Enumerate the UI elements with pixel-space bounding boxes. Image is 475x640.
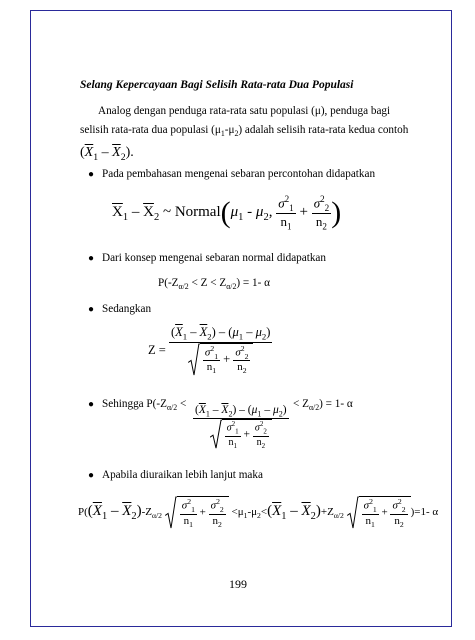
alpha-half-6: α/2 (333, 511, 344, 521)
bullet-2-text: Dari konsep mengenai sebaran normal didapatkan (102, 252, 326, 264)
normal-word: Normal (174, 204, 221, 221)
sampling-distribution-formula: $\overline{X}_1 - \overline{X}_2$ ~ $Normal(\mu_1 - \mu_2$, $\frac{\sigma^2_1}{n_1}$ + $\frac{\sigma^2_2}{n_2}$ ) (112, 194, 342, 232)
bullet-4-text: Sehingga P(-Z (102, 398, 167, 410)
prob-part-3: ) = 1- α (236, 277, 271, 289)
alpha-half-2: α/2 (226, 282, 237, 292)
ci-lt: < (260, 506, 268, 519)
alpha-half-5: α/2 (152, 511, 163, 521)
alpha-half-4: α/2 (308, 403, 320, 413)
page-number: 199 (229, 577, 247, 591)
bullet-4-part-3: ) = 1- α (319, 398, 353, 410)
bullet-1: ● Pada pembahasan mengenai sebaran percontohan didapatkan (88, 168, 376, 180)
intro-line-2: selisih rata-rata dua populasi (μ (80, 124, 221, 136)
intro-line-2c: ) adalah selisih rata-rata kedua contoh (238, 124, 409, 136)
alpha-half-3: α/2 (166, 403, 178, 413)
ci-mu1: <μ (231, 506, 244, 519)
ci-close: )=1- α (410, 506, 439, 519)
bullet-3: ● Sedangkan (88, 303, 152, 315)
section-heading: Selang Kepercayaan Bagi Selisih Rata-rata Dua Populasi (80, 79, 354, 91)
intro-paragraph: Analog dengan penduga rata-rata satu populasi (μ), penduga bagi selisih rata-rata dua populasi $(\mu_1-\mu_2)$ adalah selisih rata-rata kedua contoh $(\overline{X}_1 - \overline{X}_2)$. (80, 102, 410, 167)
bullet-4-part-2: < Z (293, 398, 309, 410)
bullet-5-text: Apabila diuraikan lebih lanjut maka (102, 469, 263, 481)
intro-line-2b: -μ (224, 124, 235, 136)
z-formula: Z = $(\overline{X}_1 - \overline{X}_2) - (\mu_1 - \mu_2)$ $\frac{\sigma^2_1}{n_1}$ + $\frac{\sigma^2_2}{n_2}$ (148, 325, 271, 376)
bullet-3-text: Sedangkan (102, 303, 152, 315)
z-equals: Z = (148, 342, 166, 357)
ci-mu2: -μ (247, 506, 258, 519)
confidence-interval-formula: $P((\overline{X}_1 - \overline{X}_2)-Z_{\alpha/2}$ $\frac{\sigma^2_1}{n_1}$ + $\frac{\sigma^2_2}{n_2}$ $<\mu_1-\mu_2<(\overline{X}_1 - \overline{X}_2)+Z_{\alpha/2}$ $\frac{\sigma^2_1}{n_1}$ + $\frac{\sigma^2_2}{n_2}$ )=1- α (78, 497, 439, 530)
probability-formula (158, 277, 270, 291)
bullet-2: ● Dari konsep mengenai sebaran normal didapatkan (88, 252, 326, 264)
ci-open: P( (78, 506, 88, 519)
alpha-half-1: α/2 (178, 282, 189, 292)
bullet-4: ● Sehingga $P(-Z_{\alpha/2}$ < (88, 398, 187, 413)
prob-part-2: < Z < Z (191, 277, 227, 289)
z-fraction-inline: $(\overline{X}_1 - \overline{X}_2) - (\mu_1 - \mu_2)$ $\frac{\sigma^2_1}{n_1}$ + $\frac{\sigma^2_2}{n_2}$ (195, 404, 287, 450)
prob-part-1: P(-Z (158, 277, 179, 289)
ci-plus-z: +Z (320, 506, 334, 519)
ci-minus-z: -Z (141, 506, 153, 519)
bullet-5: ● Apabila diuraikan lebih lanjut maka (88, 469, 263, 481)
bullet-4-tail (293, 398, 353, 412)
bullet-1-text: Pada pembahasan mengenai sebaran percontohan didapatkan (102, 168, 376, 180)
intro-line-1: Analog dengan penduga rata-rata satu populasi (μ), penduga bagi (98, 105, 391, 117)
sample-diff-expression: $(\overline{X}_1 - \overline{X}_2)$. (80, 145, 134, 164)
